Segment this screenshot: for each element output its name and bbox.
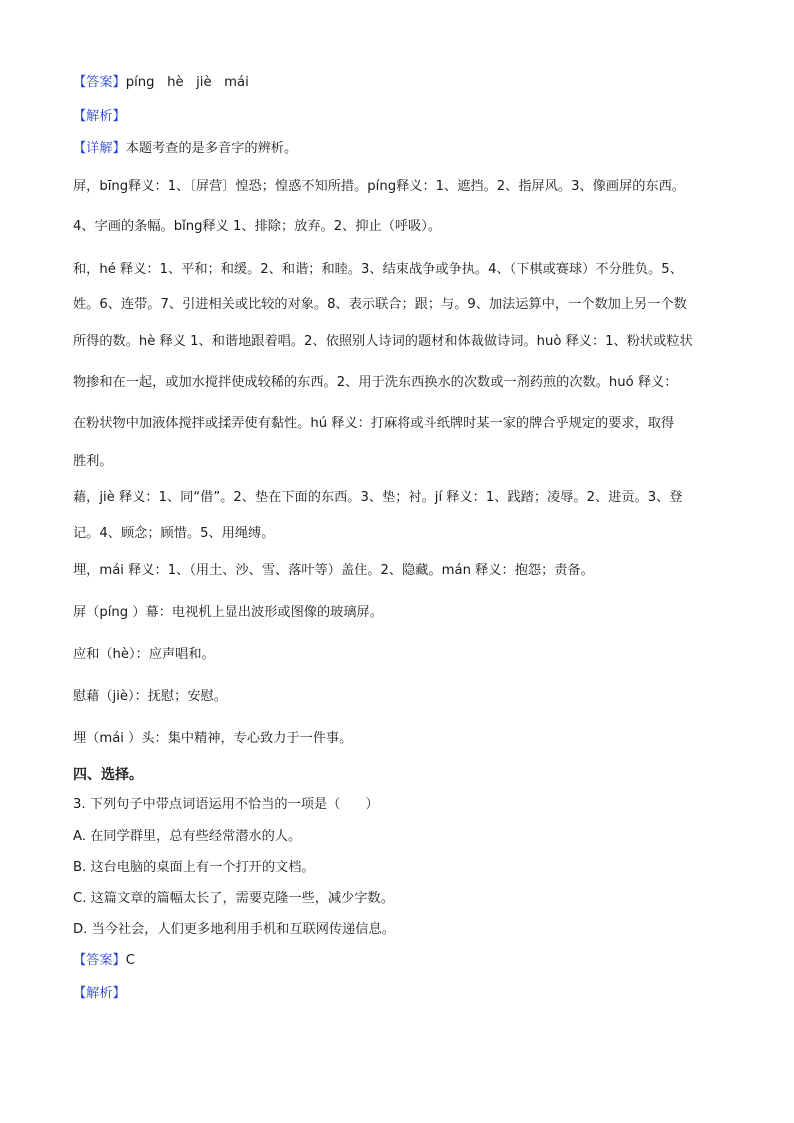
answer-tag: 【答案】 <box>73 75 126 90</box>
detail-line <box>73 139 723 159</box>
body-line: 屏（píng ）幕：电视机上显出波形或图像的玻璃屏。 <box>73 605 383 620</box>
section-heading: 四、选择。 <box>73 767 143 783</box>
body-line: 所得的数。hè 释义 1、和谐地跟着唱。2、依照别人诗词的题材和体裁做诗词。huò 释义：1、粉状或粒状 <box>73 334 693 349</box>
option-b: B. 这台电脑的桌面上有一个打开的文档。 <box>73 860 315 875</box>
body-line: 埋，mái 释义：1、（用土、沙、雪、落叶等）盖住。2、隐藏。mán 释义：抱怨；责备。 <box>73 563 594 578</box>
option-c: C. 这篇文章的篇幅太长了，需要克隆一些，减少字数。 <box>73 891 394 906</box>
detail-text: 本题考查的是多音字的辨析。 <box>125 141 298 156</box>
analysis-tag-1: 【解析】 <box>73 109 126 124</box>
body-line: 记。4、顾念；顾惜。5、用绳缚。 <box>73 526 275 541</box>
answer-text: C <box>125 953 135 968</box>
body-line: 和，hé 释义：1、平和；和缓。2、和谐；和睦。3、结束战争或争执。4、（下棋或赛球）不分胜负。5、 <box>73 262 683 277</box>
body-line: 藉，jiè 释义：1、同“借”。2、垫在下面的东西。3、垫；衬。jí 释义：1、践踏；凌辱。2、进贡。3、登 <box>73 490 683 505</box>
body-line: 姓。6、连带。7、引进相关或比较的对象。8、表示联合；跟；与。9、加法运算中，一个数加上另一个数 <box>73 297 687 312</box>
option-a: A. 在同学群里，总有些经常潜水的人。 <box>73 829 302 844</box>
body-line: 慰藉（jiè）：抚慰；安慰。 <box>73 689 227 704</box>
answer-text: píng hè jiè mái <box>125 75 249 90</box>
body-line: 屏，bīng释义：1、〔屏营〕惶恐；惶惑不知所措。píng释义：1、遮挡。2、指屏风。3、像画屏的东西。 <box>73 179 685 194</box>
body-line: 应和（hè）：应声唱和。 <box>73 647 215 662</box>
option-d: D. 当今社会，人们更多地利用手机和互联网传递信息。 <box>73 922 395 937</box>
body-line: 在粉状物中加液体搅拌或揉弄使有黏性。hú 释义：打麻将或斗纸牌时某一家的牌合乎规定的要求，取得 <box>73 416 675 431</box>
answer-line-1 <box>73 73 723 93</box>
body-line: 埋（mái ）头：集中精神，专心致力于一件事。 <box>73 731 353 746</box>
question-stem: 3. 下列句子中带点词语运用不恰当的一项是（ ） <box>73 797 379 812</box>
analysis-tag-2: 【解析】 <box>73 986 126 1001</box>
detail-tag: 【详解】 <box>73 141 126 156</box>
body-line: 物掺和在一起，或加水搅拌使成较稀的东西。2、用于洗东西换水的次数或一剂药煎的次数。huó 释义： <box>73 375 678 390</box>
body-line: 4、字画的条幅。bǐng释义 1、排除；放弃。2、抑止（呼吸）。 <box>73 219 442 234</box>
body-line: 胜利。 <box>73 454 113 469</box>
answer-line-2 <box>73 951 723 971</box>
answer-tag: 【答案】 <box>73 953 126 968</box>
